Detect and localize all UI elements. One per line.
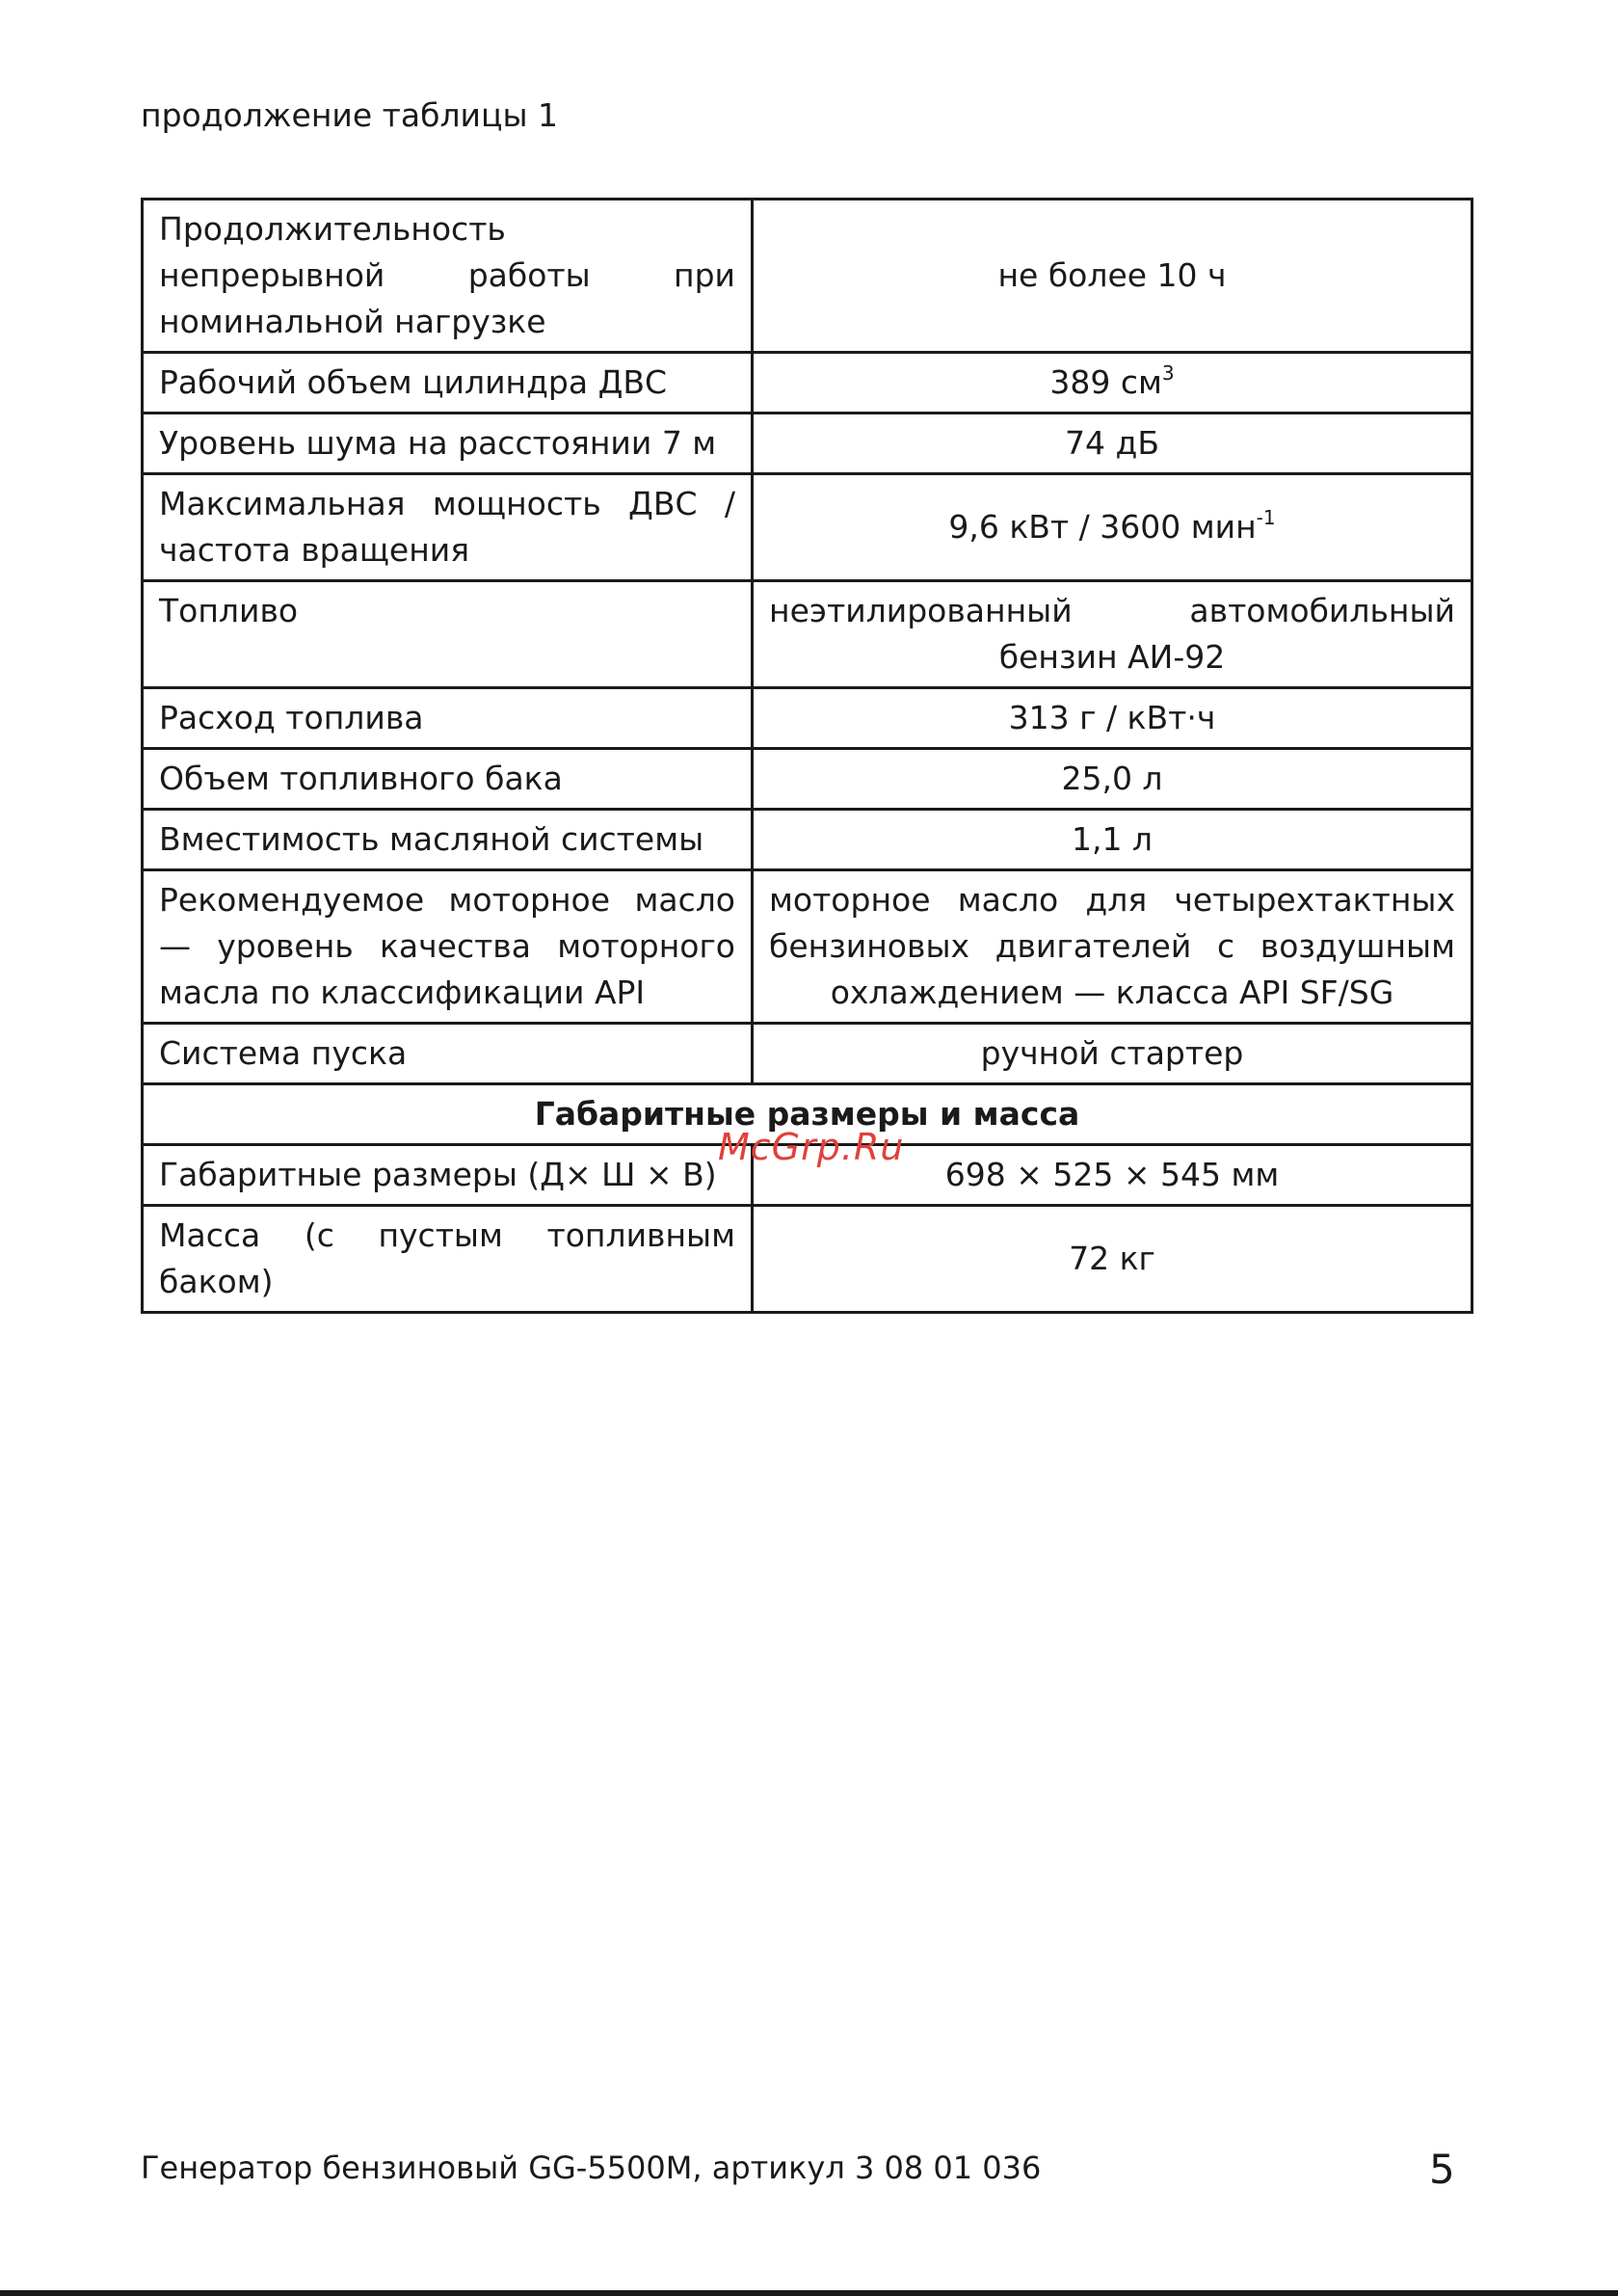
table-row <box>143 200 1472 353</box>
value-cell: 74 дБ <box>753 414 1472 474</box>
value-cell: ручной стартер <box>753 1024 1472 1084</box>
param-cell: Рекомендуемое моторное масло — уровень качества моторного масла по классификации API <box>143 870 753 1024</box>
value-cell: моторное масло для четырехтактных бензиновых двигателей с воздушным охлаждением — класса API SF/SG <box>753 870 1472 1024</box>
value-cell <box>753 353 1472 414</box>
bottom-border <box>0 2290 1618 2296</box>
table-row <box>143 353 1472 414</box>
table-row <box>143 1206 1472 1313</box>
table-row <box>143 1024 1472 1084</box>
value-superscript: 3 <box>1161 361 1175 385</box>
section-title: Габаритные размеры и масса <box>143 1084 1472 1145</box>
footer-product-title: Генератор бензиновый GG-5500M, артикул 3 08 01 036 <box>141 2149 1042 2186</box>
value-cell: 1,1 л <box>753 810 1472 870</box>
table-row <box>143 581 1472 688</box>
param-cell: Топливо <box>143 581 753 688</box>
param-cell: Максимальная мощность ДВС / частота вращения <box>143 474 753 581</box>
table-row <box>143 810 1472 870</box>
param-cell: Рабочий объем цилиндра ДВС <box>143 353 753 414</box>
page-number: 5 <box>1429 2146 1455 2193</box>
watermark: McGrp.Ru <box>718 1126 905 1168</box>
param-cell: Расход топлива <box>143 688 753 749</box>
value-cell: 72 кг <box>753 1206 1472 1313</box>
value-cell <box>753 474 1472 581</box>
param-cell: Объем топливного бака <box>143 749 753 810</box>
value-cell: 313 г / кВт·ч <box>753 688 1472 749</box>
value-cell: 698 × 525 × 545 мм <box>753 1145 1472 1206</box>
param-cell: Вместимость масляной системы <box>143 810 753 870</box>
table-row <box>143 870 1472 1024</box>
value-cell: 25,0 л <box>753 749 1472 810</box>
table-continuation-caption: продолжение таблицы 1 <box>141 96 558 134</box>
value-cell: не более 10 ч <box>753 200 1472 353</box>
value-cell: неэтилированный автомобильный бензин АИ-92 <box>753 581 1472 688</box>
value-superscript: -1 <box>1256 506 1276 529</box>
table-row <box>143 474 1472 581</box>
table-row <box>143 688 1472 749</box>
param-cell: Уровень шума на расстоянии 7 м <box>143 414 753 474</box>
param-cell: Масса (с пустым топливным баком) <box>143 1206 753 1313</box>
param-cell: Продолжительность непрерывной работы при номинальной нагрузке <box>143 200 753 353</box>
value-text: 9,6 кВт / 3600 мин <box>948 508 1257 546</box>
table-row <box>143 414 1472 474</box>
table-row <box>143 749 1472 810</box>
param-cell: Габаритные размеры (Д× Ш × В) <box>143 1145 753 1206</box>
value-text: 389 см <box>1049 363 1162 401</box>
param-cell: Система пуска <box>143 1024 753 1084</box>
